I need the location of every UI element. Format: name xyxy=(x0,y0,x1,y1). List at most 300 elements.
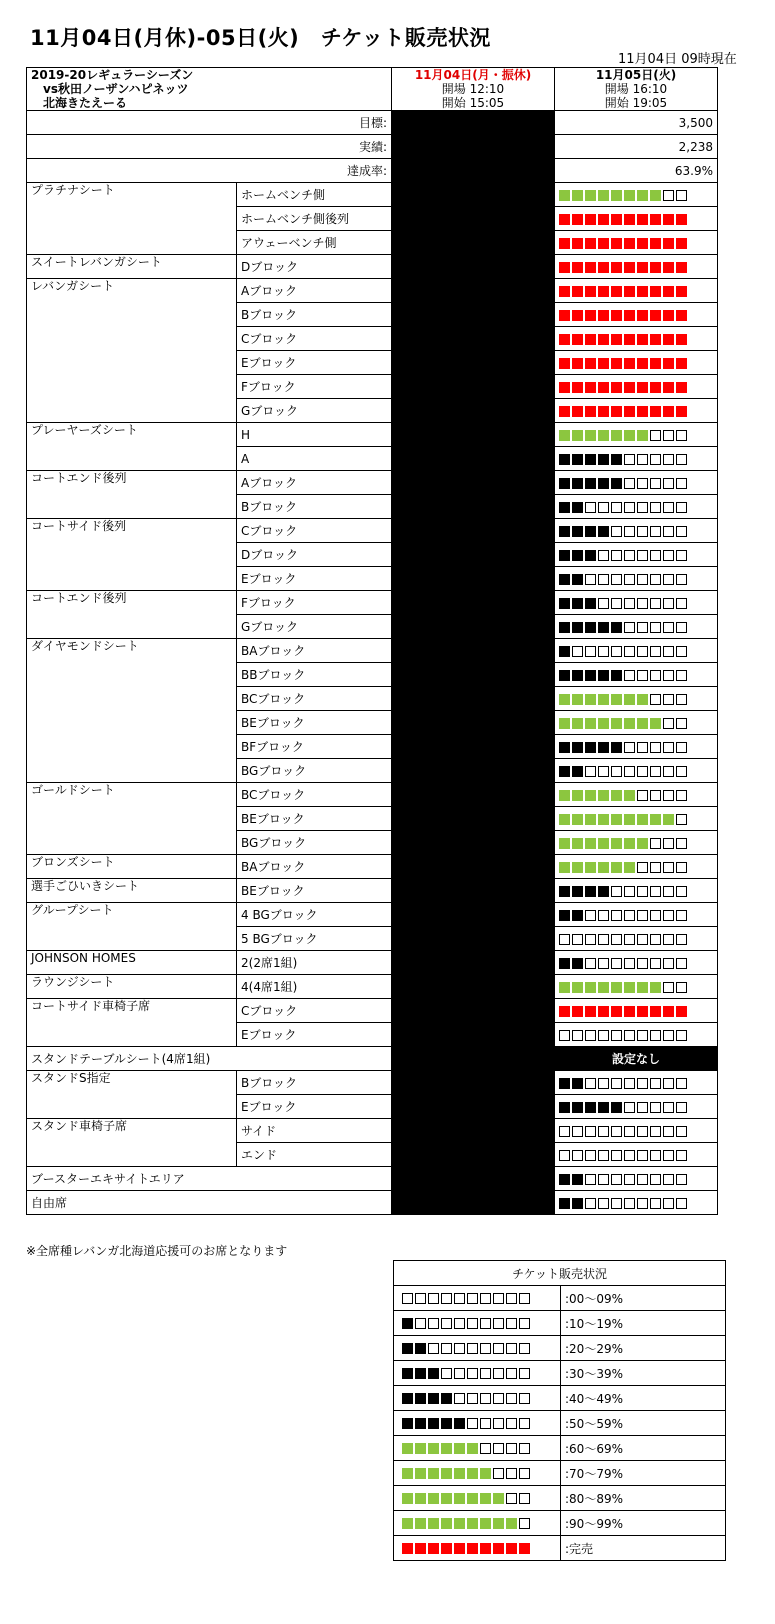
status-bar xyxy=(402,1293,530,1304)
day2-status xyxy=(555,255,718,279)
legend-label: :20～29% xyxy=(561,1336,726,1361)
day1-blackout xyxy=(392,183,555,207)
status-square xyxy=(650,1006,661,1017)
status-square xyxy=(585,382,596,393)
status-square xyxy=(454,1418,465,1429)
status-square xyxy=(663,214,674,225)
status-square xyxy=(559,1150,570,1161)
status-square xyxy=(650,598,661,609)
status-square xyxy=(611,1198,622,1209)
status-square xyxy=(676,622,687,633)
day2-status xyxy=(555,1071,718,1095)
status-square xyxy=(650,718,661,729)
day1-blackout xyxy=(392,255,555,279)
day2-status xyxy=(555,831,718,855)
day1-blackout xyxy=(392,327,555,351)
status-square xyxy=(650,1126,661,1137)
status-square xyxy=(637,238,648,249)
status-square xyxy=(493,1418,504,1429)
status-square xyxy=(572,1198,583,1209)
seat-block: BEブロック xyxy=(237,711,392,735)
status-square xyxy=(559,430,570,441)
status-square xyxy=(624,718,635,729)
status-square xyxy=(493,1293,504,1304)
status-square xyxy=(572,502,583,513)
status-square xyxy=(624,1174,635,1185)
day2-status xyxy=(555,327,718,351)
day2-status xyxy=(555,1095,718,1119)
status-square xyxy=(663,310,674,321)
status-square xyxy=(506,1393,517,1404)
status-square xyxy=(676,1174,687,1185)
status-square xyxy=(493,1343,504,1354)
status-square xyxy=(676,310,687,321)
status-square xyxy=(559,214,570,225)
status-square xyxy=(585,718,596,729)
status-square xyxy=(559,454,570,465)
seat-row xyxy=(27,1047,718,1071)
status-square xyxy=(611,646,622,657)
status-square xyxy=(598,478,609,489)
status-square xyxy=(585,550,596,561)
status-square xyxy=(480,1418,491,1429)
status-square xyxy=(402,1368,413,1379)
seat-row xyxy=(27,519,718,543)
status-square xyxy=(650,430,661,441)
seat-category: スタンドS指定 xyxy=(27,1071,237,1119)
status-square xyxy=(663,646,674,657)
status-square xyxy=(519,1443,530,1454)
status-bar xyxy=(559,1150,687,1161)
status-square xyxy=(441,1393,452,1404)
status-square xyxy=(650,358,661,369)
status-square xyxy=(611,1126,622,1137)
stat-value: 63.9% xyxy=(555,159,718,183)
stat-label: 目標: xyxy=(27,111,392,135)
status-square xyxy=(637,574,648,585)
seat-category: スイートレバンガシート xyxy=(27,255,237,279)
status-square xyxy=(572,286,583,297)
status-square xyxy=(585,694,596,705)
status-square xyxy=(676,334,687,345)
status-square xyxy=(428,1368,439,1379)
status-square xyxy=(637,406,648,417)
status-square xyxy=(624,862,635,873)
day2-status xyxy=(555,1191,718,1215)
status-bar xyxy=(559,766,687,777)
seat-category: JOHNSON HOMES xyxy=(27,951,237,975)
status-square xyxy=(676,358,687,369)
status-square xyxy=(663,1078,674,1089)
day1-date: 11月04日(月・振休) xyxy=(414,68,532,82)
day1-blackout xyxy=(392,543,555,567)
status-square xyxy=(676,694,687,705)
status-bar xyxy=(402,1443,530,1454)
status-square xyxy=(663,742,674,753)
status-square xyxy=(415,1393,426,1404)
day2-open: 開場 16:10 xyxy=(604,82,668,96)
day2-status xyxy=(555,207,718,231)
stat-row-target xyxy=(27,111,718,135)
status-square xyxy=(624,1150,635,1161)
status-square xyxy=(480,1543,491,1554)
legend-swatch xyxy=(394,1436,561,1461)
status-square xyxy=(585,958,596,969)
status-square xyxy=(598,526,609,537)
status-square xyxy=(559,406,570,417)
status-square xyxy=(624,1078,635,1089)
day1-blackout xyxy=(392,1119,555,1143)
day2-status xyxy=(555,399,718,423)
status-square xyxy=(506,1493,517,1504)
status-square xyxy=(598,1150,609,1161)
status-square xyxy=(637,838,648,849)
legend-row xyxy=(394,1336,726,1361)
legend-swatch xyxy=(394,1311,561,1336)
status-square xyxy=(598,886,609,897)
status-square xyxy=(676,862,687,873)
status-square xyxy=(676,454,687,465)
status-bar xyxy=(559,286,687,297)
status-square xyxy=(598,1126,609,1137)
status-bar xyxy=(559,982,687,993)
seat-block: BEブロック xyxy=(237,807,392,831)
seat-category: ブースターエキサイトエリア xyxy=(27,1167,392,1191)
status-square xyxy=(663,982,674,993)
status-square xyxy=(637,910,648,921)
status-bar xyxy=(559,1006,687,1017)
status-square xyxy=(572,1126,583,1137)
seat-block: BGブロック xyxy=(237,759,392,783)
day1-header xyxy=(392,68,555,111)
status-square xyxy=(637,694,648,705)
day1-blackout xyxy=(392,615,555,639)
status-square xyxy=(637,622,648,633)
status-square xyxy=(402,1393,413,1404)
status-square xyxy=(611,478,622,489)
day2-status xyxy=(555,855,718,879)
status-square xyxy=(572,622,583,633)
status-square xyxy=(663,814,674,825)
status-square xyxy=(676,262,687,273)
status-square xyxy=(585,214,596,225)
status-square xyxy=(637,1198,648,1209)
status-square xyxy=(467,1343,478,1354)
status-square xyxy=(624,598,635,609)
status-square xyxy=(598,718,609,729)
status-square xyxy=(572,838,583,849)
day1-blackout xyxy=(392,375,555,399)
legend-label: :30～39% xyxy=(561,1361,726,1386)
status-square xyxy=(650,478,661,489)
status-square xyxy=(611,310,622,321)
day1-blackout xyxy=(392,495,555,519)
legend-swatch xyxy=(394,1286,561,1311)
status-square xyxy=(598,838,609,849)
status-square xyxy=(467,1293,478,1304)
status-square xyxy=(572,262,583,273)
status-square xyxy=(611,1102,622,1113)
status-bar xyxy=(559,1126,687,1137)
status-bar xyxy=(559,838,687,849)
status-bar xyxy=(559,190,687,201)
status-square xyxy=(585,310,596,321)
day2-status xyxy=(555,231,718,255)
status-square xyxy=(572,1150,583,1161)
status-square xyxy=(663,1198,674,1209)
status-square xyxy=(676,934,687,945)
day2-status xyxy=(555,279,718,303)
seat-row xyxy=(27,783,718,807)
status-bar xyxy=(559,1030,687,1041)
seat-row xyxy=(27,1167,718,1191)
legend-swatch xyxy=(394,1536,561,1561)
status-square xyxy=(454,1318,465,1329)
status-square xyxy=(624,742,635,753)
status-square xyxy=(663,790,674,801)
status-square xyxy=(611,406,622,417)
status-square xyxy=(663,1174,674,1185)
seat-block: ホームベンチ側後列 xyxy=(237,207,392,231)
status-square xyxy=(663,502,674,513)
status-square xyxy=(585,502,596,513)
status-square xyxy=(559,238,570,249)
status-square xyxy=(506,1518,517,1529)
status-square xyxy=(572,1078,583,1089)
day1-open: 開場 12:10 xyxy=(441,82,505,96)
status-square xyxy=(559,886,570,897)
day2-status xyxy=(555,375,718,399)
status-square xyxy=(454,1393,465,1404)
day1-blackout xyxy=(392,855,555,879)
status-square xyxy=(559,286,570,297)
status-square xyxy=(415,1518,426,1529)
status-square xyxy=(519,1318,530,1329)
status-square xyxy=(428,1543,439,1554)
status-square xyxy=(676,1030,687,1041)
status-square xyxy=(624,766,635,777)
status-square xyxy=(598,862,609,873)
status-square xyxy=(559,1198,570,1209)
seat-block: H xyxy=(237,423,392,447)
legend-row xyxy=(394,1411,726,1436)
status-square xyxy=(598,790,609,801)
status-square xyxy=(572,862,583,873)
status-square xyxy=(493,1518,504,1529)
status-square xyxy=(428,1468,439,1479)
status-square xyxy=(428,1293,439,1304)
status-square xyxy=(676,958,687,969)
status-square xyxy=(663,1150,674,1161)
status-square xyxy=(624,934,635,945)
status-square xyxy=(559,1102,570,1113)
status-square xyxy=(493,1318,504,1329)
day2-status xyxy=(555,999,718,1023)
seat-category: ラウンジシート xyxy=(27,975,237,999)
status-square xyxy=(585,430,596,441)
seat-block: BCブロック xyxy=(237,687,392,711)
status-square xyxy=(650,694,661,705)
status-bar xyxy=(559,814,687,825)
status-square xyxy=(441,1543,452,1554)
seat-block: BAブロック xyxy=(237,639,392,663)
status-square xyxy=(637,1102,648,1113)
status-square xyxy=(572,670,583,681)
status-square xyxy=(572,1174,583,1185)
status-bar xyxy=(559,262,687,273)
status-square xyxy=(637,310,648,321)
status-square xyxy=(650,1102,661,1113)
status-square xyxy=(585,1078,596,1089)
status-square xyxy=(572,454,583,465)
legend-row xyxy=(394,1286,726,1311)
status-square xyxy=(402,1493,413,1504)
status-square xyxy=(676,910,687,921)
legend-row xyxy=(394,1511,726,1536)
status-square xyxy=(415,1318,426,1329)
status-square xyxy=(663,430,674,441)
status-square xyxy=(585,478,596,489)
seat-row xyxy=(27,1119,718,1143)
status-square xyxy=(572,310,583,321)
status-square xyxy=(585,766,596,777)
status-square xyxy=(572,910,583,921)
day2-status xyxy=(555,471,718,495)
legend-label: :70～79% xyxy=(561,1461,726,1486)
status-square xyxy=(467,1418,478,1429)
status-square xyxy=(637,502,648,513)
seat-row xyxy=(27,999,718,1023)
day2-status xyxy=(555,591,718,615)
status-square xyxy=(585,646,596,657)
status-square xyxy=(663,286,674,297)
day2-status xyxy=(555,975,718,999)
status-square xyxy=(611,958,622,969)
legend-row xyxy=(394,1436,726,1461)
day2-status xyxy=(555,447,718,471)
status-square xyxy=(611,454,622,465)
status-square xyxy=(559,190,570,201)
status-square xyxy=(598,286,609,297)
status-square xyxy=(611,358,622,369)
status-square xyxy=(585,334,596,345)
legend-row xyxy=(394,1486,726,1511)
status-square xyxy=(428,1518,439,1529)
status-square xyxy=(650,1030,661,1041)
status-square xyxy=(559,334,570,345)
seat-block: BEブロック xyxy=(237,879,392,903)
legend-label: :40～49% xyxy=(561,1386,726,1411)
status-square xyxy=(637,382,648,393)
status-square xyxy=(637,478,648,489)
ticket-status-table xyxy=(26,67,718,1215)
status-square xyxy=(585,1174,596,1185)
venue-label: 北海きたえーる xyxy=(43,96,128,110)
day2-status xyxy=(555,759,718,783)
status-square xyxy=(611,742,622,753)
status-square xyxy=(598,910,609,921)
status-square xyxy=(585,1198,596,1209)
legend-swatch xyxy=(394,1386,561,1411)
seat-category: グループシート xyxy=(27,903,237,951)
status-square xyxy=(650,910,661,921)
seat-block: Cブロック xyxy=(237,999,392,1023)
status-square xyxy=(624,1198,635,1209)
status-square xyxy=(572,1102,583,1113)
status-square xyxy=(402,1543,413,1554)
status-square xyxy=(663,190,674,201)
day2-status xyxy=(555,543,718,567)
status-square xyxy=(624,550,635,561)
status-bar xyxy=(559,646,687,657)
status-square xyxy=(585,1150,596,1161)
status-square xyxy=(572,526,583,537)
status-square xyxy=(598,310,609,321)
status-square xyxy=(585,838,596,849)
seat-category: レバンガシート xyxy=(27,279,237,423)
stat-row-rate xyxy=(27,159,718,183)
legend-label: :80～89% xyxy=(561,1486,726,1511)
status-square xyxy=(559,478,570,489)
status-square xyxy=(611,1174,622,1185)
status-square xyxy=(676,1198,687,1209)
status-square xyxy=(624,790,635,801)
status-square xyxy=(559,598,570,609)
stat-row-actual xyxy=(27,135,718,159)
status-square xyxy=(585,1102,596,1113)
status-square xyxy=(676,1078,687,1089)
day1-blackout xyxy=(392,1191,555,1215)
status-square xyxy=(624,958,635,969)
status-square xyxy=(598,262,609,273)
status-square xyxy=(676,382,687,393)
status-square xyxy=(637,1150,648,1161)
status-square xyxy=(572,1030,583,1041)
status-square xyxy=(624,214,635,225)
status-square xyxy=(663,862,674,873)
status-square xyxy=(663,1126,674,1137)
status-bar xyxy=(559,382,687,393)
status-square xyxy=(637,286,648,297)
status-square xyxy=(637,670,648,681)
status-square xyxy=(519,1493,530,1504)
status-square xyxy=(650,1174,661,1185)
status-square xyxy=(637,1126,648,1137)
status-square xyxy=(637,886,648,897)
seat-block: ホームベンチ側 xyxy=(237,183,392,207)
status-square xyxy=(559,862,570,873)
legend-swatch xyxy=(394,1336,561,1361)
seat-row xyxy=(27,975,718,999)
status-square xyxy=(637,1078,648,1089)
status-square xyxy=(676,478,687,489)
status-square xyxy=(663,958,674,969)
not-set-badge: 設定なし xyxy=(555,1047,718,1071)
status-square xyxy=(428,1318,439,1329)
status-square xyxy=(493,1493,504,1504)
status-square xyxy=(559,262,570,273)
status-square xyxy=(611,502,622,513)
status-square xyxy=(637,1174,648,1185)
status-square xyxy=(650,958,661,969)
day1-blackout xyxy=(392,999,555,1023)
seat-block: BFブロック xyxy=(237,735,392,759)
status-square xyxy=(663,406,674,417)
status-bar xyxy=(559,1198,687,1209)
seat-row xyxy=(27,903,718,927)
status-square xyxy=(585,934,596,945)
day2-status xyxy=(555,519,718,543)
